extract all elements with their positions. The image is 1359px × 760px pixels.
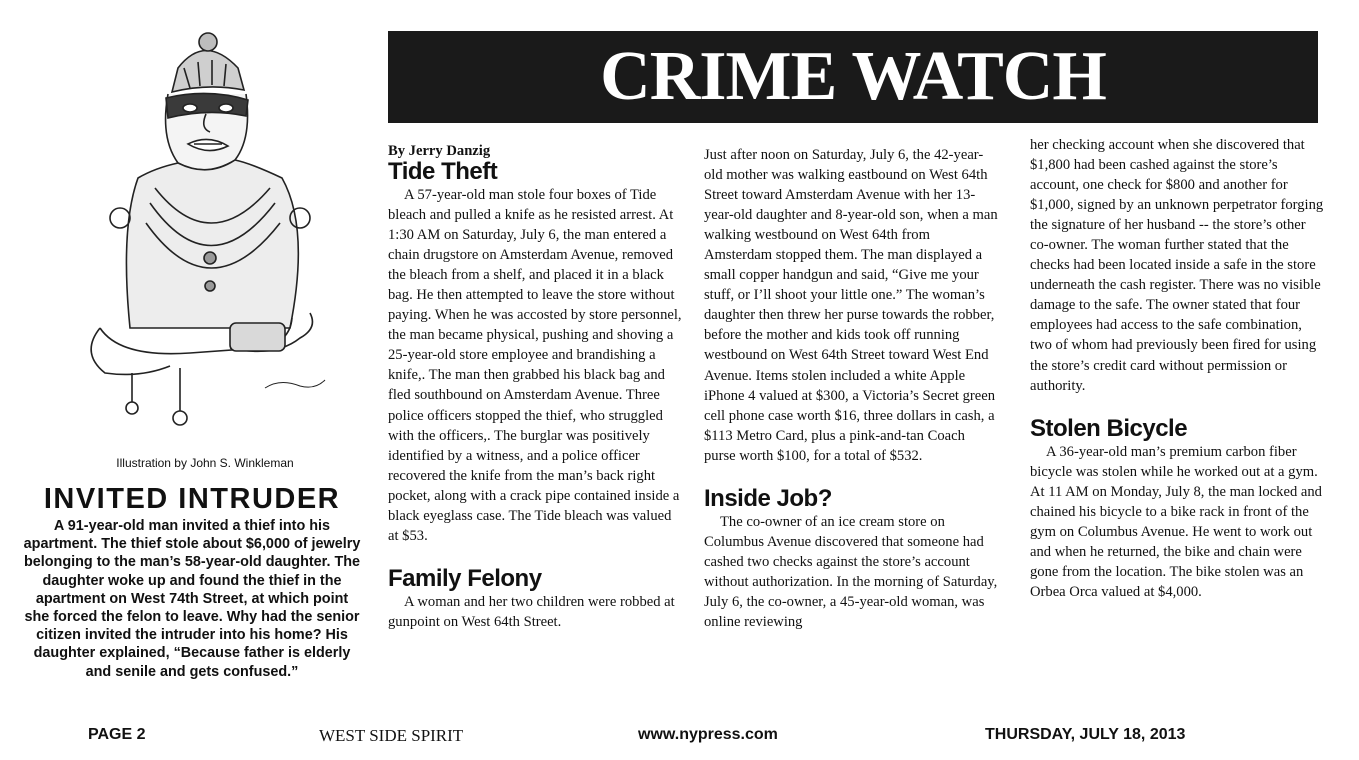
banner-title: CRIME WATCH — [600, 38, 1106, 115]
family-felony-headline: Family Felony — [388, 564, 542, 592]
inside-job-body-start: The co-owner of an ice cream store on Columbus Avenue discovered that someone had cashed two checks against the store’s account without authorization. In the morning of Saturday, July 6, the co-owner, a 45-year-old woman, was online reviewing — [704, 513, 998, 630]
article-column-2 — [704, 145, 998, 632]
crime-watch-banner — [388, 31, 1318, 123]
article-column-3 — [1030, 135, 1324, 602]
page-footer — [0, 726, 1359, 748]
family-felony-body-continued: Just after noon on Saturday, July 6, the 42-year-old mother was walking eastbound on West 64th Street toward Amsterdam Avenue with her 13-year-old daughter and 8-year-old son, when a man walking westbound on West 64th from Amsterdam stopped them. The man displayed a small copper handgun and said, “Give me your stuff, or I’ll shoot your little one.” The woman’s daughter then threw her purse towards the robber, before the mother and kids took off running westbound on West 64th Street toward West End Avenue. Items stolen included a white Apple iPhone 4 valued at $300, a Victoria’s Secret green cell phone case worth $16, three dollars in cash, a $113 Metro Card, plus a pink-and-tan Coach purse worth $100, for a total of $532. — [704, 147, 998, 464]
footer-publication: WEST SIDE SPIRIT — [319, 726, 464, 745]
stolen-bicycle-body: A 36-year-old man’s premium carbon fiber bicycle was stolen while he worked out at a gym. At 11 AM on Monday, July 8, the man locked and chained his bicycle to a bike rack in front of the gym on Columbus Avenue. He went to work out and when he returned, the bike and chain were gone from the location. The bike stolen was an Orbea Orca valued at $4,000. — [1030, 443, 1322, 600]
byline: By Jerry Danzig — [388, 143, 491, 159]
inside-job-headline: Inside Job? — [704, 484, 832, 512]
stolen-bicycle-headline: Stolen Bicycle — [1030, 414, 1188, 442]
inside-job-body-continued: her checking account when she discovered that $1,800 had been cashed against the store’s account, one check for $800 and another for $1,000, signed by an unknown perpetrator forging the signature of her husband -- the store’s other co-owner. The woman further stated that the checks had been located inside a safe in the store underneath the cash register. There was no visible damage to the safe. The owner stated that four employees had access to the safe combination, two of whom had previously been fired for using the store’s credit card without permission or authority. — [1030, 137, 1324, 394]
invited-intruder-body: A 91-year-old man invited a thief into his apartment. The thief stole about $6,000 of jewelry belonging to the man’s 58-year-old daughter. The daughter woke up and found the thief in the apartment on West 74th Street, at which point she forced the felon to leave. Why had the senior citizen invited the intruder into his home? His daughter explained, “Because father is elderly and senile and gets confused.” — [23, 518, 361, 680]
family-felony-body-start: A woman and her two children were robbed at gunpoint on West 64th Street. — [388, 593, 675, 630]
tide-theft-body: A 57-year-old man stole four boxes of Tide bleach and pulled a knife as he resisted arrest. At 1:30 AM on Saturday, July 6, the man entered a chain drugstore on Amsterdam Avenue, removed the bleach from a shelf, and placed it in a black bag. He then attempted to leave the store without paying. When he was accosted by store personnel, the man became physical, pushing and shoving a 25-year-old store employee and brandishing a knife,. The man then grabbed his black bag and fled southbound on Amsterdam Avenue. Three police officers stopped the thief, who struggled with the officers,. The burglar was positively identified by a witness, and a police officer recovered the knife from the man’s back right pocket, along with a crack pipe contained inside a black eyeglass case. The Tide bleach was valued at $53. — [388, 187, 682, 544]
article-column-1 — [388, 143, 682, 632]
footer-page-number: PAGE 2 — [88, 726, 146, 743]
illustration-credit: Illustration by John S. Winkleman — [116, 456, 294, 470]
footer-website: www.nypress.com — [638, 726, 778, 743]
invited-intruder-headline: INVITED INTRUDER — [43, 483, 341, 515]
tide-theft-headline: Tide Theft — [388, 158, 498, 185]
thief-illustration — [60, 28, 350, 448]
footer-date: THURSDAY, JULY 18, 2013 — [985, 726, 1186, 743]
